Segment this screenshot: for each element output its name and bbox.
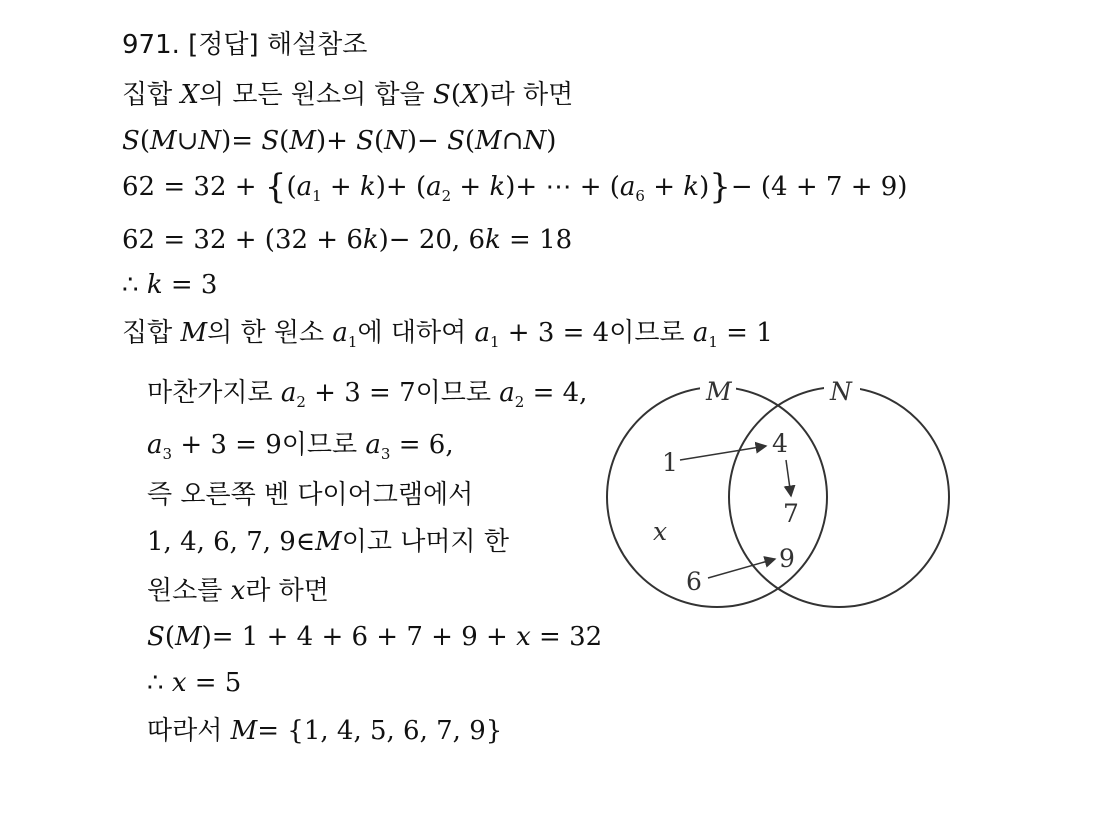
text-segment: 이므로 [609,318,685,348]
venn-diagram [600,372,960,617]
set-M-label: M [706,377,732,406]
venn-reference-line [147,480,473,510]
element-a3-line: $a_3 + 3 = 9$이므로 $a_3 = 6$, [147,430,454,463]
answer-note: 해설참조 [266,30,368,60]
equation-simplified: 62 = 32 + (32 + 6k)− 20, 6k = 18 [122,225,573,255]
remaining-element-line: 원소를 x라 하면 [147,576,329,606]
arrow-6-to-9 [708,559,775,578]
text-segment: 라 하면 [489,80,574,110]
elements-in-M-line: 1, 4, 6, 7, 9∈M이고 나머지 한 [147,527,509,557]
text-segment: 에 대하여 [357,318,467,348]
text-segment: 이므로 [415,378,491,408]
text-segment: 라 하면 [245,576,329,606]
text-segment: 이고 나머지 한 [341,527,509,557]
set-N-label: N [830,377,852,406]
text-segment: 집합 [122,80,173,110]
set-N-circle [729,387,949,607]
equation-x-result: ∴ x = 5 [147,668,242,698]
equation-sum-M: S(M)= 1 + 4 + 6 + 7 + 9 + x = 32 [147,622,603,652]
element-a2-line: 마찬가지로 $a_2 + 3 = 7$이므로 $a_2 = 4$, [147,378,588,411]
venn-element: x [653,517,668,546]
math-X: X [180,80,200,110]
set-M-circle [607,387,827,607]
venn-element: 7 [783,499,799,528]
answer-tag: [정답] [188,30,259,60]
text-segment: 의 한 원소 [207,318,325,348]
problem-number: 971. [122,30,180,60]
text-segment: 따라서 [147,716,223,746]
text-segment: 원소를 [147,576,223,606]
arrow-1-to-4 [680,446,766,460]
conclusion-line: 따라서 M= {1, 4, 5, 6, 7, 9} [147,716,503,746]
venn-element: 1 [662,448,678,477]
problem-header [122,30,367,60]
math-SX: S [433,80,451,110]
text-segment: 즉 오른쪽 벤 다이어그램에서 [147,480,474,510]
venn-element: 6 [686,567,702,596]
definition-line: 집합 X의 모든 원소의 합을 S(X)라 하면 [122,80,574,110]
math-M: M [180,318,208,348]
text-segment: 이므로 [281,430,358,460]
venn-element: 9 [779,544,795,573]
text-segment: 집합 [122,318,173,348]
venn-element: 4 [772,429,788,458]
equation-inclusion-exclusion: S(M∪N)= S(M)+ S(N)− S(M∩N) [122,126,557,156]
text-segment: 의 모든 원소의 합을 [199,80,425,110]
arrow-4-to-7 [786,460,791,496]
equation-substitution: $62 = 32 + \{(a_1 + k)+ (a_2 + k)+$ ⋯ + $(a_6 + k)\}- (4 + 7 + 9)$ [122,167,908,207]
element-a1-line: 집합 M의 한 원소 $a_1$에 대하여 $a_1 + 3 = 4$이므로 $a_1 = 1$ [122,318,773,351]
equation-k-result: ∴ k = 3 [122,270,218,300]
text-segment: 마찬가지로 [147,378,273,408]
